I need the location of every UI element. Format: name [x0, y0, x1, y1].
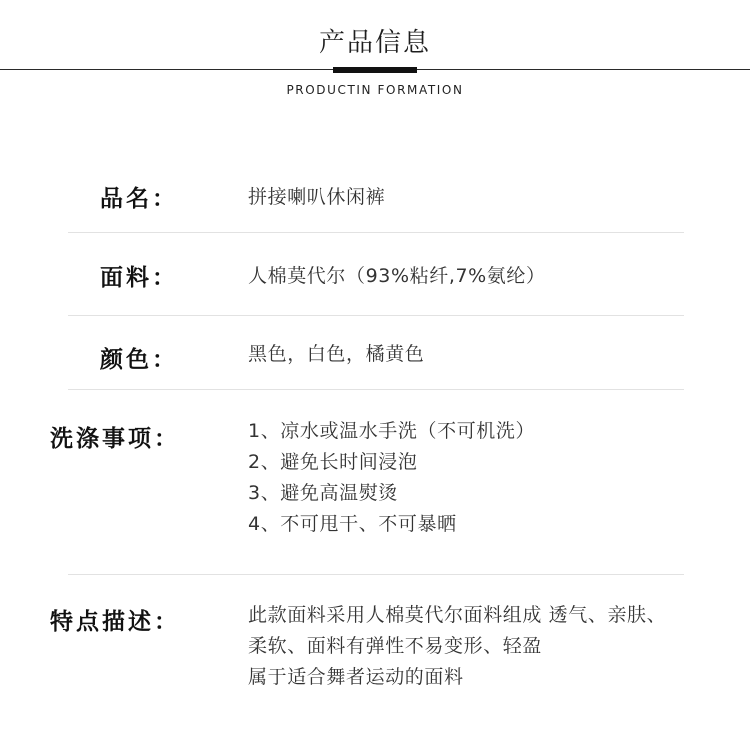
features-label: 特点描述： — [50, 609, 180, 635]
name-value: 拼接喇叭休闲裤 — [248, 186, 386, 208]
name-label: 品名： — [100, 186, 178, 212]
wash-label: 洗涤事项： — [50, 426, 180, 452]
row-divider — [68, 389, 684, 390]
title-accent-bar — [333, 67, 417, 73]
row-divider — [68, 232, 684, 233]
product-info-subtitle: PRODUCTIN FORMATION — [286, 83, 464, 97]
wash-value — [248, 416, 535, 540]
wash-line: 4、不可甩干、不可暴晒 — [248, 513, 457, 535]
features-line: 属于适合舞者运动的面料 — [248, 666, 464, 688]
color-label: 颜色： — [100, 347, 178, 373]
features-value — [248, 600, 666, 693]
wash-line: 1、凉水或温水手洗（不可机洗） — [248, 420, 536, 442]
fabric-label: 面料： — [100, 265, 178, 291]
wash-line: 2、避免长时间浸泡 — [248, 451, 418, 473]
row-divider — [68, 574, 684, 575]
row-divider — [68, 315, 684, 316]
wash-line: 3、避免高温熨烫 — [248, 482, 398, 504]
color-value: 黑色，白色，橘黄色 — [248, 343, 425, 365]
features-line: 柔软、面料有弹性不易变形、轻盈 — [248, 635, 543, 657]
fabric-value: 人棉莫代尔（93%粘纤,7%氨纶） — [248, 265, 546, 287]
product-info-title: 产品信息 — [318, 28, 431, 58]
features-line: 此款面料采用人棉莫代尔面料组成 透气、亲肤、 — [248, 604, 667, 626]
